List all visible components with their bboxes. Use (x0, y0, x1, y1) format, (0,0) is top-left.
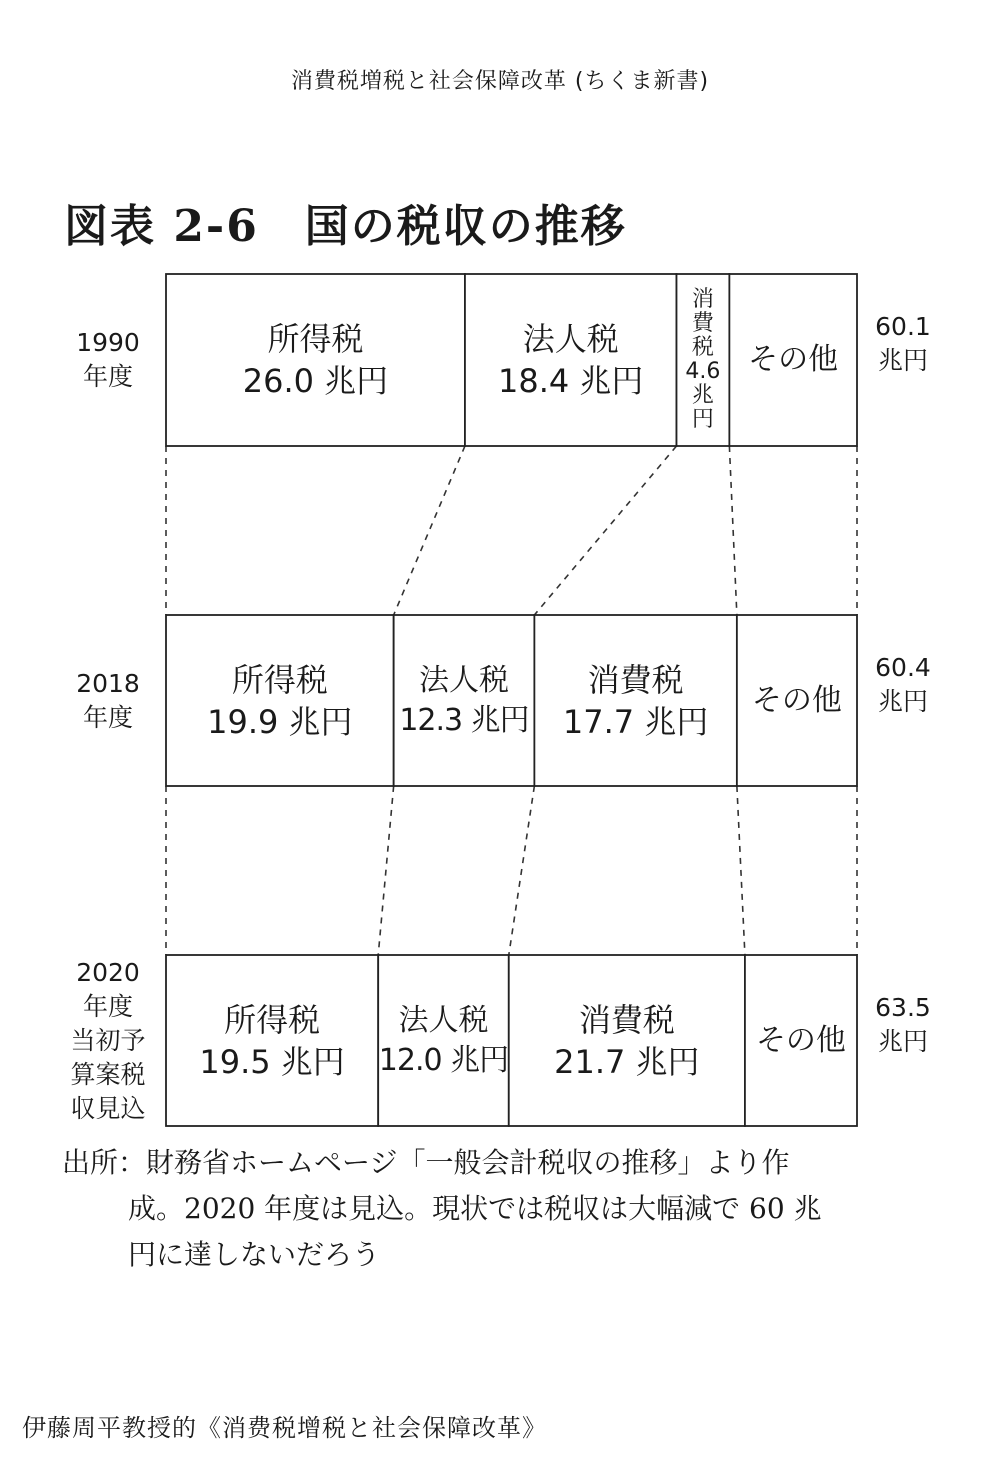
source-line-1: 出所：財務省ホームページ「一般会計税収の推移」より作 (62, 1146, 790, 1179)
source-note (62, 1140, 922, 1278)
connector-line (509, 786, 535, 955)
segment-name: 法人税 (398, 1002, 489, 1038)
row-label-line: 1990 (76, 328, 140, 357)
segment-vertical-char: 税 (691, 335, 714, 360)
row-label-line: 年度 (82, 991, 133, 1021)
segment-name: その他 (755, 1022, 846, 1058)
segment-name: 消費税 (587, 660, 684, 699)
footer-caption: 伊藤周平教授的《消费税增税と社会保障改革》 (22, 1414, 547, 1442)
row-label-line: 収見込 (70, 1093, 146, 1123)
row-total-line: 兆円 (877, 686, 928, 716)
segment-value: 12.0 兆円 (378, 1042, 509, 1078)
segment-label (166, 955, 378, 1126)
row-label-line: 年度 (82, 362, 133, 391)
segment-vertical-char: 費 (691, 311, 714, 336)
row-label (56, 667, 160, 735)
row-label-line: 2020 (76, 957, 140, 987)
book-header: 消費税増税と社会保障改革 (ちくま新書) (290, 69, 710, 94)
segment-label (745, 955, 857, 1126)
segment-name: 所得税 (267, 320, 364, 358)
row-total (862, 651, 944, 719)
segment-value: 17.7 兆円 (562, 702, 709, 741)
segment-label (166, 615, 394, 786)
connector-line (394, 446, 465, 615)
segment-name: 所得税 (224, 1000, 321, 1039)
row-label (56, 956, 160, 1126)
source-line-2: 成。2020 年度は見込。現状では税収は大幅減で 60 兆 (128, 1192, 822, 1225)
segment-name: その他 (751, 682, 842, 718)
segment-name: 消費税 (578, 1000, 675, 1039)
segment-label (166, 274, 465, 446)
source-line-3: 円に達しないだろう (128, 1238, 381, 1271)
segment-label (509, 955, 745, 1126)
connector-line (737, 786, 745, 955)
connector-line (729, 446, 736, 615)
row-label-line: 年度 (82, 702, 133, 732)
segment-label (378, 955, 509, 1126)
row-label-line: 2018 (76, 668, 140, 698)
segment-value: 19.5 兆円 (199, 1042, 345, 1081)
segment-label (394, 615, 535, 786)
segment-value: 19.9 兆円 (207, 702, 353, 741)
segment-name: 所得税 (231, 660, 328, 699)
segment-name: その他 (748, 342, 839, 377)
row-label-line: 当初予 (70, 1025, 146, 1055)
segment-name: 法人税 (522, 320, 619, 358)
segment-label (729, 274, 857, 446)
segment-name: 法人税 (419, 662, 509, 698)
segment-vertical-char: 4.6 (685, 359, 721, 384)
row-total-line: 60.1 (875, 312, 931, 341)
figure-title: 図表 2-6 国の税収の推移 (64, 201, 627, 252)
segment-label (534, 615, 736, 786)
row-total (862, 310, 944, 378)
connector-line (378, 786, 393, 955)
segment-vertical-char: 兆 (691, 383, 714, 408)
row-total-line: 兆円 (877, 1026, 928, 1056)
segment-vertical-char: 消 (691, 287, 714, 312)
segment-label (676, 274, 729, 446)
segment-value: 26.0 兆円 (242, 362, 389, 400)
segment-vertical-char: 円 (691, 407, 714, 432)
segment-label (465, 274, 677, 446)
segment-value: 18.4 兆円 (497, 362, 644, 400)
connector-line (534, 446, 676, 615)
segment-label (737, 615, 857, 786)
segment-value: 12.3 兆円 (399, 702, 529, 738)
row-label-line: 算案税 (70, 1059, 146, 1089)
row-total-line: 兆円 (877, 346, 928, 375)
row-total (862, 991, 944, 1059)
row-label (56, 326, 160, 394)
row-total-line: 60.4 (875, 652, 931, 682)
segment-value: 21.7 兆円 (554, 1042, 700, 1081)
row-total-line: 63.5 (875, 992, 931, 1022)
